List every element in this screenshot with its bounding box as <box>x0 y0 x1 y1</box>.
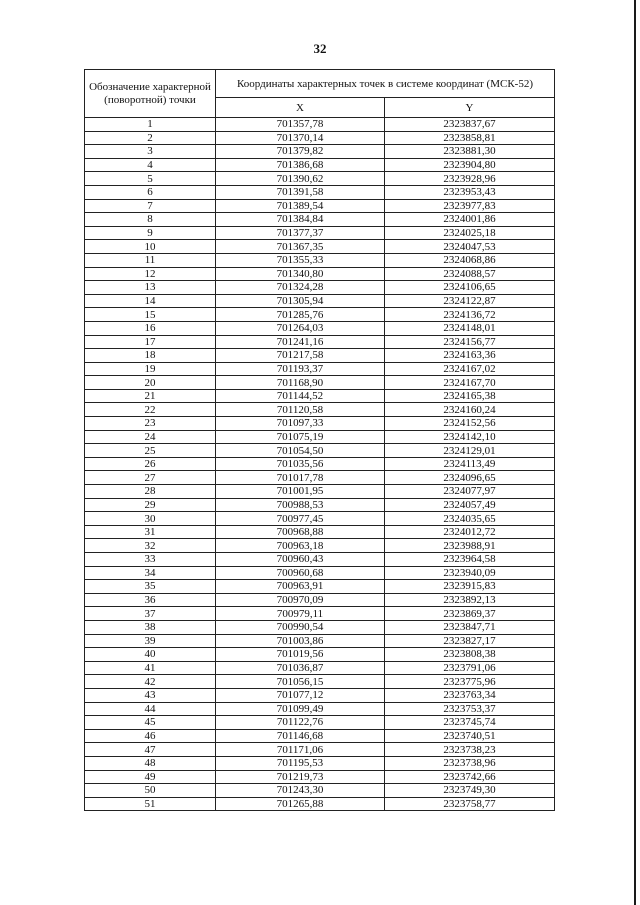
cell-x: 700970,09 <box>216 593 385 607</box>
cell-y: 2323763,34 <box>385 688 555 702</box>
cell-x: 700960,43 <box>216 553 385 567</box>
cell-point-number: 51 <box>85 797 216 811</box>
cell-point-number: 47 <box>85 743 216 757</box>
cell-point-number: 49 <box>85 770 216 784</box>
table-row <box>85 321 555 335</box>
cell-y: 2324035,65 <box>385 512 555 526</box>
cell-x: 701377,37 <box>216 226 385 240</box>
table-row <box>85 743 555 757</box>
cell-y: 2324129,01 <box>385 444 555 458</box>
cell-x: 701019,56 <box>216 648 385 662</box>
cell-x: 700963,91 <box>216 580 385 594</box>
table-row <box>85 158 555 172</box>
cell-point-number: 19 <box>85 362 216 376</box>
table-row <box>85 389 555 403</box>
cell-x: 701077,12 <box>216 688 385 702</box>
table-row <box>85 362 555 376</box>
cell-x: 700988,53 <box>216 498 385 512</box>
cell-y: 2323858,81 <box>385 131 555 145</box>
cell-y: 2324156,77 <box>385 335 555 349</box>
cell-y: 2323988,91 <box>385 539 555 553</box>
cell-x: 700979,11 <box>216 607 385 621</box>
table-row <box>85 471 555 485</box>
table-row <box>85 403 555 417</box>
table-row <box>85 607 555 621</box>
cell-point-number: 38 <box>85 620 216 634</box>
table-row <box>85 498 555 512</box>
table-row <box>85 620 555 634</box>
cell-y: 2323881,30 <box>385 145 555 159</box>
cell-y: 2323738,96 <box>385 756 555 770</box>
table-row <box>85 525 555 539</box>
table-row <box>85 539 555 553</box>
cell-y: 2324165,38 <box>385 389 555 403</box>
cell-point-number: 17 <box>85 335 216 349</box>
cell-point-number: 43 <box>85 688 216 702</box>
cell-x: 701243,30 <box>216 784 385 798</box>
cell-x: 701370,14 <box>216 131 385 145</box>
cell-x: 701035,56 <box>216 457 385 471</box>
cell-point-number: 3 <box>85 145 216 159</box>
cell-y: 2324160,24 <box>385 403 555 417</box>
cell-x: 701386,68 <box>216 158 385 172</box>
page-number: 32 <box>313 41 327 56</box>
cell-x: 701146,68 <box>216 729 385 743</box>
cell-y: 2323869,37 <box>385 607 555 621</box>
table-row <box>85 199 555 213</box>
table-row <box>85 118 555 132</box>
cell-x: 701379,82 <box>216 145 385 159</box>
cell-point-number: 18 <box>85 349 216 363</box>
cell-x: 701340,80 <box>216 267 385 281</box>
cell-x: 701264,03 <box>216 321 385 335</box>
cell-point-number: 16 <box>85 321 216 335</box>
cell-x: 701056,15 <box>216 675 385 689</box>
cell-x: 701099,49 <box>216 702 385 716</box>
cell-x: 701241,16 <box>216 335 385 349</box>
table-row <box>85 457 555 471</box>
cell-y: 2323953,43 <box>385 185 555 199</box>
cell-y: 2324122,87 <box>385 294 555 308</box>
cell-point-number: 23 <box>85 417 216 431</box>
cell-point-number: 40 <box>85 648 216 662</box>
table-row <box>85 661 555 675</box>
cell-y: 2323791,06 <box>385 661 555 675</box>
cell-y: 2324148,01 <box>385 321 555 335</box>
cell-point-number: 15 <box>85 308 216 322</box>
cell-y: 2323904,80 <box>385 158 555 172</box>
table-row <box>85 185 555 199</box>
cell-point-number: 9 <box>85 226 216 240</box>
cell-point-number: 44 <box>85 702 216 716</box>
table-row <box>85 756 555 770</box>
cell-point-number: 20 <box>85 376 216 390</box>
table-row <box>85 349 555 363</box>
cell-y: 2324057,49 <box>385 498 555 512</box>
cell-point-number: 29 <box>85 498 216 512</box>
cell-point-number: 2 <box>85 131 216 145</box>
cell-y: 2324096,65 <box>385 471 555 485</box>
cell-x: 701390,62 <box>216 172 385 186</box>
cell-point-number: 42 <box>85 675 216 689</box>
cell-point-number: 6 <box>85 185 216 199</box>
table-row <box>85 797 555 811</box>
table-row <box>85 335 555 349</box>
cell-x: 701367,35 <box>216 240 385 254</box>
cell-point-number: 30 <box>85 512 216 526</box>
cell-y: 2324077,97 <box>385 485 555 499</box>
table-row <box>85 784 555 798</box>
table-body <box>85 118 555 811</box>
table-row <box>85 512 555 526</box>
cell-x: 701003,86 <box>216 634 385 648</box>
cell-x: 701357,78 <box>216 118 385 132</box>
cell-point-number: 12 <box>85 267 216 281</box>
table-row <box>85 253 555 267</box>
cell-point-number: 28 <box>85 485 216 499</box>
cell-point-number: 14 <box>85 294 216 308</box>
coordinates-table <box>84 69 555 811</box>
table-row <box>85 145 555 159</box>
table-row <box>85 267 555 281</box>
cell-x: 701017,78 <box>216 471 385 485</box>
cell-y: 2323775,96 <box>385 675 555 689</box>
cell-y: 2324012,72 <box>385 525 555 539</box>
cell-x: 700977,45 <box>216 512 385 526</box>
cell-point-number: 32 <box>85 539 216 553</box>
cell-point-number: 35 <box>85 580 216 594</box>
table-row <box>85 770 555 784</box>
cell-y: 2323758,77 <box>385 797 555 811</box>
cell-y: 2323808,38 <box>385 648 555 662</box>
cell-x: 701054,50 <box>216 444 385 458</box>
table-row <box>85 226 555 240</box>
cell-y: 2324068,86 <box>385 253 555 267</box>
cell-point-number: 37 <box>85 607 216 621</box>
cell-y: 2323749,30 <box>385 784 555 798</box>
cell-x: 700990,54 <box>216 620 385 634</box>
cell-point-number: 27 <box>85 471 216 485</box>
cell-x: 701391,58 <box>216 185 385 199</box>
cell-x: 701193,37 <box>216 362 385 376</box>
cell-point-number: 7 <box>85 199 216 213</box>
header-coordinate-system: Координаты характерных точек в системе координат (МСК-52) <box>216 70 555 98</box>
cell-point-number: 39 <box>85 634 216 648</box>
table-row <box>85 675 555 689</box>
cell-point-number: 21 <box>85 389 216 403</box>
table-row <box>85 580 555 594</box>
cell-y: 2323915,83 <box>385 580 555 594</box>
table-row <box>85 593 555 607</box>
cell-y: 2323977,83 <box>385 199 555 213</box>
cell-x: 701195,53 <box>216 756 385 770</box>
table-row <box>85 688 555 702</box>
table-row <box>85 294 555 308</box>
cell-x: 701075,19 <box>216 430 385 444</box>
cell-point-number: 24 <box>85 430 216 444</box>
cell-point-number: 33 <box>85 553 216 567</box>
cell-x: 701389,54 <box>216 199 385 213</box>
cell-y: 2324025,18 <box>385 226 555 240</box>
cell-x: 701324,28 <box>216 281 385 295</box>
table-row <box>85 430 555 444</box>
cell-x: 701265,88 <box>216 797 385 811</box>
header-y: Y <box>385 98 555 118</box>
cell-x: 701144,52 <box>216 389 385 403</box>
cell-x: 701171,06 <box>216 743 385 757</box>
cell-x: 701168,90 <box>216 376 385 390</box>
header-x: X <box>216 98 385 118</box>
cell-point-number: 41 <box>85 661 216 675</box>
table-row <box>85 566 555 580</box>
header-point-designation: Обозначение характерной (поворотной) точки <box>85 70 216 118</box>
cell-y: 2324047,53 <box>385 240 555 254</box>
table-row <box>85 444 555 458</box>
cell-point-number: 1 <box>85 118 216 132</box>
cell-point-number: 10 <box>85 240 216 254</box>
cell-x: 700968,88 <box>216 525 385 539</box>
cell-x: 701001,95 <box>216 485 385 499</box>
cell-x: 701285,76 <box>216 308 385 322</box>
cell-x: 701305,94 <box>216 294 385 308</box>
table-row <box>85 729 555 743</box>
table-row <box>85 648 555 662</box>
cell-x: 701384,84 <box>216 213 385 227</box>
cell-point-number: 5 <box>85 172 216 186</box>
cell-y: 2323827,17 <box>385 634 555 648</box>
cell-x: 701355,33 <box>216 253 385 267</box>
cell-point-number: 13 <box>85 281 216 295</box>
table-row <box>85 131 555 145</box>
table-row <box>85 702 555 716</box>
cell-y: 2324152,56 <box>385 417 555 431</box>
cell-y: 2323837,67 <box>385 118 555 132</box>
cell-x: 700960,68 <box>216 566 385 580</box>
cell-y: 2324106,65 <box>385 281 555 295</box>
cell-x: 701122,76 <box>216 716 385 730</box>
cell-point-number: 8 <box>85 213 216 227</box>
cell-point-number: 46 <box>85 729 216 743</box>
cell-point-number: 25 <box>85 444 216 458</box>
cell-point-number: 34 <box>85 566 216 580</box>
cell-y: 2324136,72 <box>385 308 555 322</box>
cell-x: 701120,58 <box>216 403 385 417</box>
cell-x: 701036,87 <box>216 661 385 675</box>
cell-y: 2324088,57 <box>385 267 555 281</box>
table-row <box>85 485 555 499</box>
table-row <box>85 417 555 431</box>
table-row <box>85 240 555 254</box>
cell-point-number: 48 <box>85 756 216 770</box>
cell-point-number: 26 <box>85 457 216 471</box>
table-row <box>85 634 555 648</box>
page-edge-line <box>634 0 636 905</box>
cell-point-number: 4 <box>85 158 216 172</box>
table-row <box>85 553 555 567</box>
cell-y: 2323928,96 <box>385 172 555 186</box>
cell-x: 701219,73 <box>216 770 385 784</box>
cell-y: 2323964,58 <box>385 553 555 567</box>
table-row <box>85 376 555 390</box>
cell-point-number: 22 <box>85 403 216 417</box>
cell-y: 2324167,02 <box>385 362 555 376</box>
cell-y: 2323740,51 <box>385 729 555 743</box>
cell-y: 2324001,86 <box>385 213 555 227</box>
cell-y: 2323745,74 <box>385 716 555 730</box>
cell-y: 2323892,13 <box>385 593 555 607</box>
cell-y: 2324113,49 <box>385 457 555 471</box>
cell-point-number: 36 <box>85 593 216 607</box>
cell-y: 2324167,70 <box>385 376 555 390</box>
cell-y: 2324163,36 <box>385 349 555 363</box>
cell-point-number: 50 <box>85 784 216 798</box>
table-row <box>85 213 555 227</box>
cell-x: 700963,18 <box>216 539 385 553</box>
cell-y: 2323738,23 <box>385 743 555 757</box>
cell-point-number: 45 <box>85 716 216 730</box>
table-row <box>85 716 555 730</box>
table-row <box>85 281 555 295</box>
cell-x: 701217,58 <box>216 349 385 363</box>
table-row <box>85 308 555 322</box>
cell-point-number: 11 <box>85 253 216 267</box>
cell-point-number: 31 <box>85 525 216 539</box>
cell-x: 701097,33 <box>216 417 385 431</box>
cell-y: 2323847,71 <box>385 620 555 634</box>
cell-y: 2323742,66 <box>385 770 555 784</box>
cell-y: 2323753,37 <box>385 702 555 716</box>
cell-y: 2324142,10 <box>385 430 555 444</box>
cell-y: 2323940,09 <box>385 566 555 580</box>
table-row <box>85 172 555 186</box>
